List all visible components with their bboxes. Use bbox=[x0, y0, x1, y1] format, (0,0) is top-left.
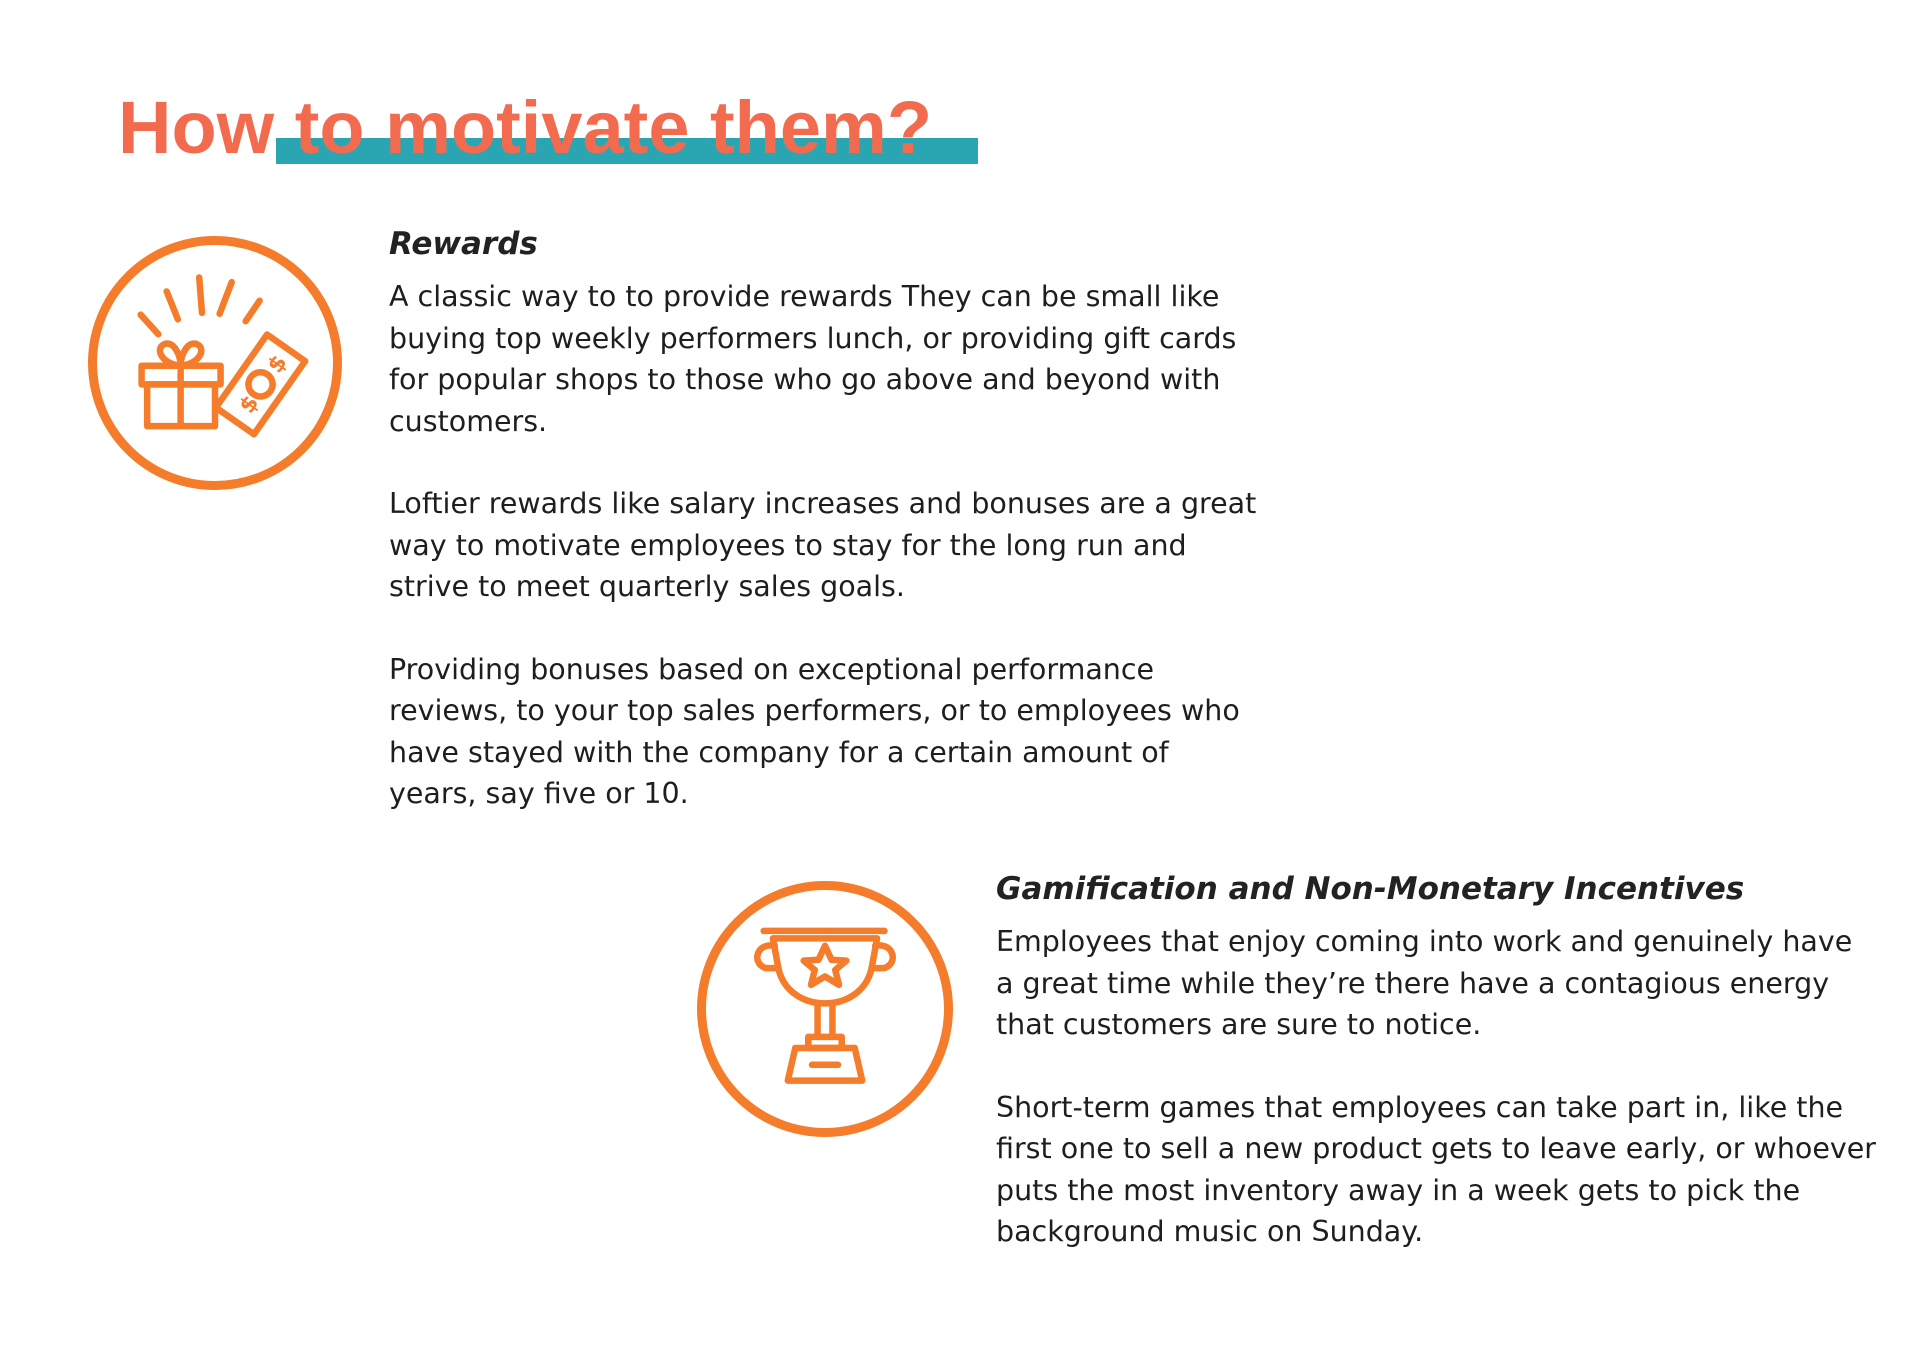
page-title: How to motivate them? bbox=[118, 86, 933, 169]
rewards-section bbox=[389, 224, 1259, 856]
rewards-paragraph-1: A classic way to to provide rewards They can be small like buying top weekly performers lunch, or providing gift cards for popular shops to those who go above and beyond with customers. bbox=[389, 280, 1237, 438]
trophy-icon bbox=[697, 881, 953, 1137]
gamification-paragraph-1: Employees that enjoy coming into work and genuinely have a great time while they’re there have a contagious energy that customers are sure to notice. bbox=[996, 925, 1853, 1041]
svg-text:$: $ bbox=[234, 390, 265, 419]
rewards-heading: Rewards bbox=[389, 226, 538, 262]
rewards-paragraph-3: Providing bonuses based on exceptional performance reviews, to your top sales performers, or to employees who have stayed with the company for a certain amount of years, say five or 10. bbox=[389, 652, 1240, 810]
rewards-paragraph-2: Loftier rewards like salary increases and bonuses are a great way to motivate employees to stay for the long run and strive to meet quarterly sales goals. bbox=[389, 487, 1257, 603]
svg-text:$: $ bbox=[262, 350, 293, 378]
page-title-block bbox=[118, 88, 978, 178]
gamification-heading: Gamification and Non-Monetary Incentives bbox=[996, 871, 1745, 907]
gamification-section bbox=[996, 869, 1876, 1294]
gift-and-money-icon bbox=[88, 236, 342, 490]
gamification-paragraph-2: Short-term games that employees can take part in, like the first one to sell a new product gets to leave early, or whoever puts the most inventory away in a week gets to pick the background music on Sunday. bbox=[996, 1090, 1877, 1248]
